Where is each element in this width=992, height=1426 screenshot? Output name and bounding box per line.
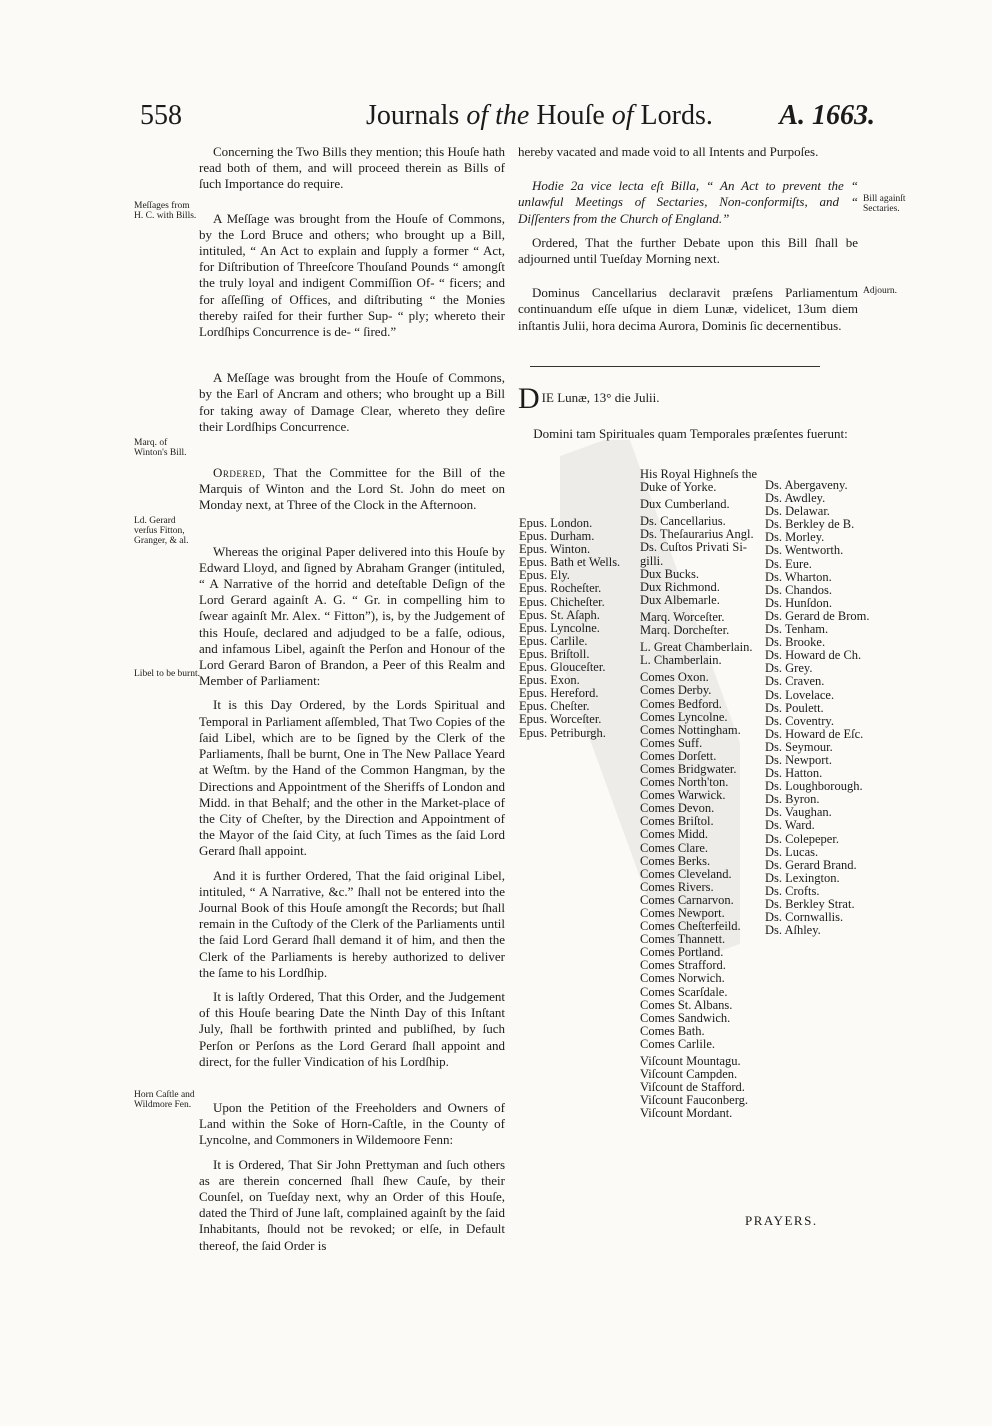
list-item: Epus. Briſtoll. bbox=[519, 646, 590, 661]
list-item: Comes Sandwich. bbox=[640, 1010, 731, 1025]
left-column bbox=[199, 144, 505, 1262]
list-item: Comes Berks. bbox=[640, 853, 711, 868]
margin-note-horncastle: Horn Caſtle and Wildmore Fen. bbox=[134, 1090, 195, 1110]
list-item: Viſcount de Stafford. bbox=[640, 1080, 745, 1095]
list-item: Comes Norwich. bbox=[640, 971, 725, 986]
list-item: Ds. Craven. bbox=[765, 674, 825, 689]
list-item: Comes Lyncolne. bbox=[640, 709, 728, 724]
list-item: Ds. Ward. bbox=[765, 818, 815, 833]
list-item: Comes Rivers. bbox=[640, 879, 714, 894]
list-item: Ds. Awdley. bbox=[765, 491, 826, 506]
list-item: Epus. Rocheſter. bbox=[519, 581, 602, 596]
margin-note-messages: Meſſages from H. C. with Bills. bbox=[134, 201, 197, 221]
list-item: Ds. Delawar. bbox=[765, 504, 830, 519]
list-item: Ds. Theſaurarius Angl. bbox=[640, 527, 754, 542]
list-item: Comes Warwick. bbox=[640, 788, 726, 803]
list-item: Ds. Tenham. bbox=[765, 622, 829, 637]
attendance-heading: Domini tam Spirituales quam Temporales præſentes fuerunt: bbox=[533, 426, 848, 441]
list-item: gilli. bbox=[640, 553, 664, 568]
list-item: Comes Midd. bbox=[640, 827, 709, 842]
paragraph: Ordered, That the further Debate upon this Bill ſhall be adjourned until Tueſday Morning next. bbox=[518, 234, 858, 267]
list-item: Comes Bedford. bbox=[640, 696, 722, 711]
page-number: 558 bbox=[140, 100, 182, 131]
year-heading: A. 1663. bbox=[779, 100, 875, 131]
list-item: Marq. Dorcheſter. bbox=[640, 623, 730, 638]
list-item: Ds. Wharton. bbox=[765, 569, 832, 584]
paragraph: Upon the Petition of the Freeholders and Owners of Land within the Soke of Horn-Caſtle, in the County of Lyncolne, and Commoners in Wildemoore Fenn: bbox=[199, 1099, 505, 1148]
list-item: Epus. Bath et Wells. bbox=[519, 555, 621, 570]
list-item: Comes Nottingham. bbox=[640, 722, 741, 737]
list-item: Ds. Lucas. bbox=[765, 844, 819, 859]
list-item: Ds. Cancellarius. bbox=[640, 514, 726, 529]
paragraph: Dominus Cancellarius declaravit præſens Parliamentum continuandum eſſe uſque in diem Lunæ, videlicet, 13um diem inſtantis Julii, hora decima Aurora, Dominis ſic decernentibus. bbox=[518, 285, 858, 333]
list-item: Ds. Lovelace. bbox=[765, 687, 835, 702]
list-item: Ds. Howard de Eſc. bbox=[765, 726, 864, 741]
list-item: Ds. Lexington. bbox=[765, 870, 840, 885]
list-item: Ds. Cornwallis. bbox=[765, 910, 844, 925]
margin-note-sectaries: Bill againſt Sectaries. bbox=[863, 194, 906, 214]
list-item: Comes Newport. bbox=[640, 906, 725, 920]
list-item: Comes North'ton. bbox=[640, 775, 729, 790]
list-item: His Royal Highneſs the bbox=[640, 467, 758, 481]
day-heading: DIE Lunæ, 13° die Julii. bbox=[518, 382, 660, 415]
margin-note-libel: Libel to be burnt. bbox=[134, 669, 200, 679]
paragraph: A Meſſage was brought from the Houſe of Commons, by the Earl of Ancram and others; who brought up a Bill for taking away of Damage Clear, whereto they deſire their Lordſhips Concurrence. bbox=[199, 370, 505, 434]
list-item: Ds. Grey. bbox=[765, 661, 813, 676]
list-item: Comes Carnarvon. bbox=[640, 892, 734, 907]
list-item: Comes Scarſdale. bbox=[640, 984, 728, 999]
list-item: Epus. Ely. bbox=[519, 568, 570, 583]
list-item: L. Chamberlain. bbox=[640, 653, 722, 668]
list-item: Ds. Gerard de Brom. bbox=[765, 608, 870, 623]
list-item: Ds. Wentworth. bbox=[765, 543, 844, 558]
margin-note-winton: Marq. of Winton's Bill. bbox=[134, 438, 187, 458]
list-item: Viſcount Mordant. bbox=[640, 1106, 733, 1121]
page-header bbox=[140, 98, 875, 138]
catchword: PRAYERS. bbox=[745, 1213, 818, 1228]
list-item: Ds. Cuſtos Privati Si- bbox=[640, 540, 747, 555]
list-item: Comes Suff. bbox=[640, 735, 703, 750]
paragraph: It is Ordered, That Sir John Prettyman and ſuch others as are therein concerned ſhall ſhew Cauſe, by their Counſel, on Tueſday next, why an Order of this Houſe, dated the Third of June laſt, complained againſt by the ſaid Inhabitants, ſhould not be revoked; or elſe, in Default thereof, the ſaid Order is bbox=[199, 1156, 505, 1253]
list-item: Ds. Brooke. bbox=[765, 635, 826, 650]
margin-note-gerard: Ld. Gerard verſus Fitton, Granger, & al. bbox=[134, 516, 189, 546]
list-item: Comes Thannett. bbox=[640, 932, 726, 947]
list-item: Comes Cheſterfeild. bbox=[640, 919, 741, 934]
list-item: Dux Richmond. bbox=[640, 579, 720, 594]
bishops-list bbox=[519, 517, 620, 740]
list-item: Epus. Hereford. bbox=[519, 686, 599, 701]
margin-note-adjourn: Adjourn. bbox=[863, 286, 898, 296]
paragraph: hereby vacated and made void to all Intents and Purpoſes. bbox=[518, 144, 819, 159]
list-item: Epus. Winton. bbox=[519, 542, 591, 557]
list-item: Comes Portland. bbox=[640, 945, 724, 960]
list-item: Ds. Colepeper. bbox=[765, 831, 839, 846]
list-item: Epus. Lyncolne. bbox=[519, 620, 600, 635]
list-item: Comes Derby. bbox=[640, 683, 712, 698]
right-column bbox=[518, 144, 858, 342]
list-item: Epus. Chicheſter. bbox=[519, 594, 605, 609]
list-item: Ds. Aſhley. bbox=[765, 923, 821, 938]
list-item: Viſcount Mountagu. bbox=[640, 1054, 741, 1069]
list-item: Ds. Berkley Strat. bbox=[765, 897, 855, 911]
list-item: Ds. Hunſdon. bbox=[765, 595, 833, 610]
list-item: Comes Briſtol. bbox=[640, 814, 714, 829]
list-item: Dux Albemarle. bbox=[640, 592, 720, 607]
paragraph: It is this Day Ordered, by the Lords Spiritual and Temporal in Parliament aſſembled, That Two Copies of the ſaid Libel, which are to be ſigned by the Clerk of the Parliaments, ſhall be burnt, One in The New Pallace Yeard at Weſtm. by the Hand of the Common Hangman, by the Directions and Appointment of the Sheriffs of London and Midd. in that Behalf; and the other in the Market-place of the City of Cheſter, by the Direction and Appointment of the Mayor of the ſaid City, at ſuch Times as the ſaid Lord Gerard ſhall appoint. bbox=[199, 697, 505, 859]
list-item: Ds. Howard de Ch. bbox=[765, 648, 862, 663]
list-item: Comes Bath. bbox=[640, 1023, 705, 1038]
list-item: Epus. Worceſter. bbox=[519, 712, 602, 727]
list-item: Ds. Newport. bbox=[765, 752, 833, 767]
paragraph: Ordered, That the Committee for the Bill of the Marquis of Winton and the Lord St. John do meet on Monday next, at Three of the Clock in the Afternoon. bbox=[199, 465, 505, 513]
list-item: Comes Bridgwater. bbox=[640, 761, 737, 776]
paragraph: Hodie 2a vice lecta eſt Billa, “ An Act to prevent the “ unlawful Meetings of Sectaries, Non-conformiſts, and “ Diſſenters from the Church of England.” bbox=[518, 178, 858, 226]
list-item: Comes Dorſett. bbox=[640, 748, 717, 763]
paragraph: It is laſtly Ordered, That this Order, and the Judgement of this Houſe bearing Date the Ninth Day of this Inſtant July, ſhall be forthwith printed and publiſhed, by ſuch Perſon or Perſons as the Lord Gerard ſhall appoint and direct, for the fuller Vindication of his Lordſhip. bbox=[199, 988, 505, 1069]
list-item: Epus. Glouceſter. bbox=[519, 660, 606, 675]
barons-list bbox=[765, 479, 870, 937]
list-item: Comes Carlile. bbox=[640, 1036, 715, 1051]
list-item: Ds. Gerard Brand. bbox=[765, 857, 857, 872]
list-item: Ds. Chandos. bbox=[765, 582, 833, 597]
list-item: Ds. Byron. bbox=[765, 792, 820, 807]
lords-temporal-list bbox=[640, 468, 757, 1121]
list-item: Ds. Vaughan. bbox=[765, 805, 832, 820]
list-item: Comes Clare. bbox=[640, 840, 709, 855]
list-item: Ds. Poulett. bbox=[765, 700, 824, 715]
list-item: Comes Strafford. bbox=[640, 958, 726, 973]
list-item: Ds. Abergaveny. bbox=[765, 478, 848, 492]
list-item: Epus. Durham. bbox=[519, 529, 595, 544]
list-item: Epus. Exon. bbox=[519, 673, 580, 688]
list-item: Dux Bucks. bbox=[640, 566, 700, 581]
list-item: Marq. Worceſter. bbox=[640, 609, 725, 624]
list-item: Comes St. Albans. bbox=[640, 997, 733, 1012]
list-item: Ds. Morley. bbox=[765, 530, 825, 545]
list-item: Comes Cleveland. bbox=[640, 866, 732, 881]
paragraph: Whereas the original Paper delivered into this Houſe by Edward Lloyd, and ſigned by Abraham Granger (intituled, “ A Narrative of the horrid and deteſtable Deſign of the Lord Gerard againſt A. G. “ Gr. in compelling him to ſwear againſt Mr. Alex. “ Fitton”), is, by the Judgement of this Houſe, declared and adjudged to be a falſe, odious, and infamous Libel, againſt the Perſon and Honour of the Lord Gerard Baron of Brandon, a Peer of this Realm and Member of Parliament: bbox=[199, 543, 505, 689]
list-item: Ds. Seymour. bbox=[765, 739, 833, 754]
running-title: Journals of the Houſe of Lords. bbox=[366, 100, 713, 131]
list-item: Ds. Coventry. bbox=[765, 713, 834, 728]
list-item: Ds. Loughborough. bbox=[765, 779, 863, 794]
list-item: L. Great Chamberlain. bbox=[640, 640, 753, 655]
paragraph: And it is further Ordered, That the ſaid original Libel, intituled, “ A Narrative, &c.” ſhall not be entered into the Journal Book of this Houſe amongſt the Records; but ſhall remain in the Cuſtody of the Clerk of the Parliaments until the ſaid Lord Gerard ſhall demand it of him, and then the Clerk of the Parliaments is hereby authorized to deliver the ſame to his Lordſhip. bbox=[199, 867, 505, 980]
list-item: Comes Devon. bbox=[640, 801, 715, 816]
list-item: Ds. Eure. bbox=[765, 556, 812, 571]
paragraph: Concerning the Two Bills they mention; this Houſe hath read both of them, and will proceed therein as Bills of ſuch Importance do require. bbox=[199, 144, 505, 192]
list-item: Epus. London. bbox=[519, 516, 593, 530]
list-item: Viſcount Fauconberg. bbox=[640, 1093, 749, 1108]
section-divider bbox=[530, 366, 820, 367]
list-item: Duke of Yorke. bbox=[640, 480, 717, 495]
list-item: Epus. Petriburgh. bbox=[519, 725, 606, 740]
list-item: Ds. Berkley de B. bbox=[765, 517, 855, 532]
list-item: Comes Oxon. bbox=[640, 670, 709, 685]
list-item: Dux Cumberland. bbox=[640, 497, 730, 512]
list-item: Viſcount Campden. bbox=[640, 1067, 738, 1082]
list-item: Epus. Carlile. bbox=[519, 633, 588, 648]
list-item: Ds. Crofts. bbox=[765, 883, 820, 898]
list-item: Epus. Cheſter. bbox=[519, 699, 590, 714]
paragraph: A Meſſage was brought from the Houſe of Commons, by the Lord Bruce and others; who brought up a Bill, intituled, “ An Act to explain and ſupply a former “ Act, for Diſtribution of Threeſcore Thouſand Pounds “ amongſt the truly loyal and indigent Commiſſion Of- “ ficers; and for aſſeſſing of Offices, and diſtributing “ the Monies thereby raiſed for their further Sup- “ ply; whereto their Lordſhips Concurrence is de- “ ſired.” bbox=[199, 210, 505, 340]
list-item: Epus. St. Aſaph. bbox=[519, 607, 600, 622]
list-item: Ds. Hatton. bbox=[765, 766, 823, 781]
